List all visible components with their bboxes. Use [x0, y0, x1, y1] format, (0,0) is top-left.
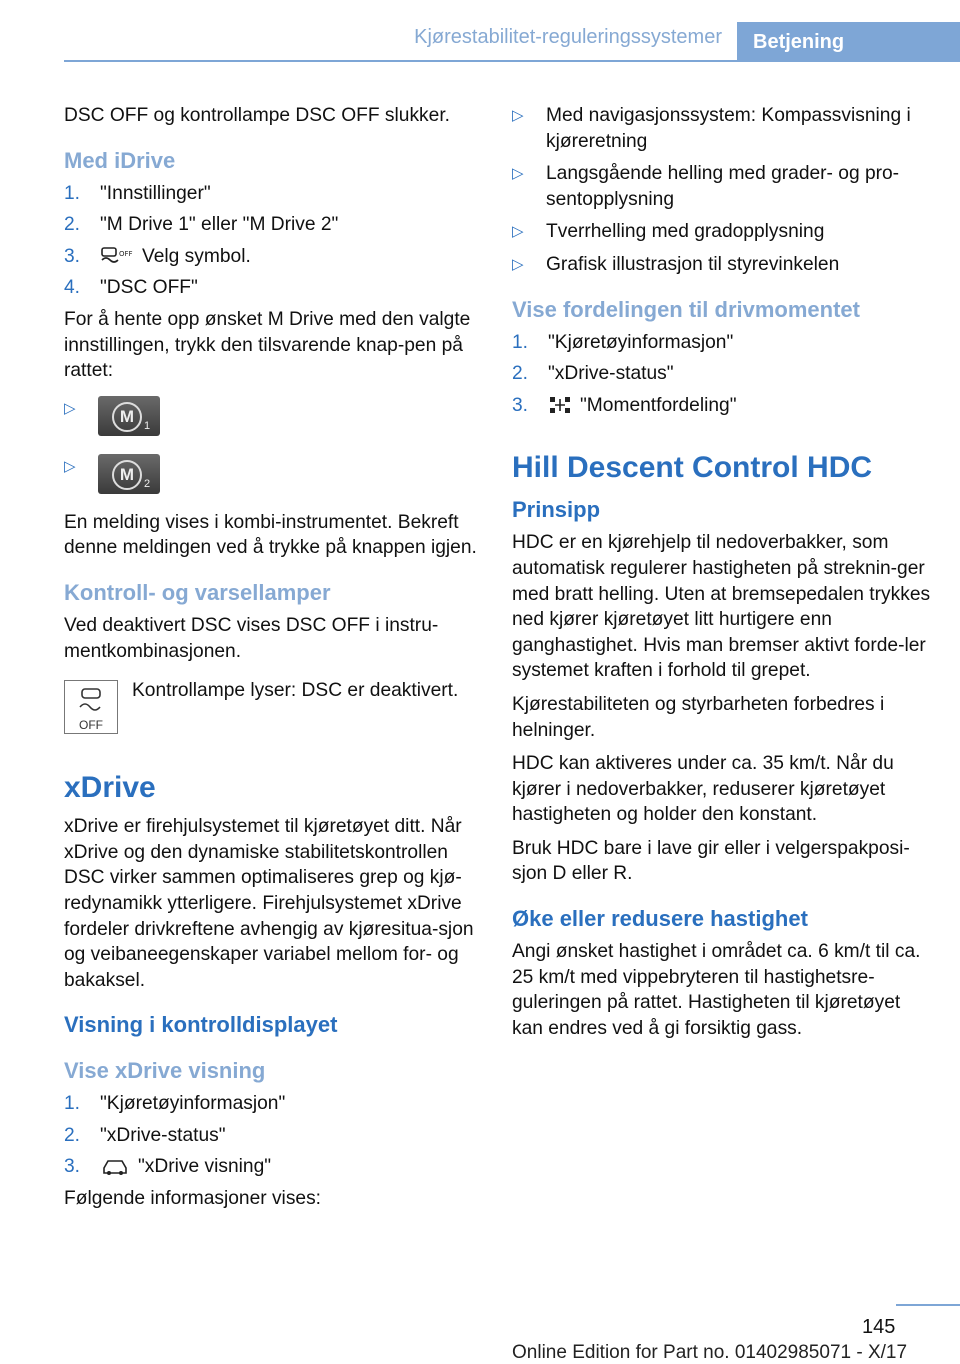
principle-paragraph-2: Kjørestabiliteten og styrbarheten forbedres i helninger. — [512, 693, 885, 741]
page-number: 145 — [862, 1316, 896, 1338]
list-item: 1. "Kjøretøyinformasjon" — [64, 1093, 286, 1115]
list-item: 1. "Kjøretøyinformasjon" — [512, 331, 734, 353]
torque-heading: Vise fordelingen til drivmomentet — [512, 296, 860, 322]
speed-heading: Øke eller redusere hastighet — [512, 906, 808, 932]
list-item: ▷ Med navigasjonssystem: Kompassvisning i kjøreretning — [512, 105, 911, 152]
torque-distribution-icon — [548, 395, 572, 415]
right-column — [512, 103, 932, 1049]
list-item: 3. "xDrive visning" — [64, 1156, 272, 1178]
list-item: ▷ Langsgående helling med grader- og pro-sentopplysning — [512, 163, 900, 210]
display-heading: Visning i kontrolldisplayet — [64, 1012, 338, 1038]
xdrive-view-heading: Vise xDrive visning — [64, 1058, 266, 1084]
xdrive-car-icon — [100, 1156, 130, 1176]
intro-text: DSC OFF og kontrollampe DSC OFF slukker. — [64, 105, 450, 126]
svg-text:OFF: OFF — [119, 249, 133, 258]
header-chapter-tab: Betjening — [737, 22, 960, 62]
speed-text: Angi ønsket hastighet i området ca. 6 km/t til ca. 25 km/t med vippebryteren til hastighetsre-guleringen på rattet. Hastigheten til kjøretøyet kan endres ved å gi forsiktig gass. — [512, 941, 921, 1039]
idrive-heading: Med iDrive — [64, 147, 176, 173]
xdrive-heading: xDrive — [64, 771, 156, 805]
list-item: 4. "DSC OFF" — [64, 277, 198, 299]
mdrive-text: For å hente opp ønsket M Drive med den valgte innstillingen, trykk den tilsvarende knap-pen på rattet: — [64, 308, 471, 382]
xdrive-text: xDrive er firehjulsystemet til kjøretøyet ditt. Når xDrive og den dynamiske stabilitetskontrollen DSC virker sammen optimaliseres grep og kjø-redynamikk ytterligere. Firehjulsystemet xDrive fordeler drivkreftene avhengig av kjøresitua-sjon og veibaneegenskaper variabel mellom for- og bakaksel. — [64, 816, 474, 991]
footer-rule — [896, 1304, 960, 1306]
torque-steps — [512, 330, 932, 419]
dsc-off-lamp-icon: OFF — [64, 680, 118, 734]
list-item: 3. OFF Velg symbol. — [64, 245, 251, 267]
dsc-off-icon — [100, 246, 134, 266]
indicator-lamp-row — [64, 678, 484, 738]
left-column — [64, 103, 484, 1220]
list-item: ▷ Grafisk illustrasjon til styrevinkelen — [512, 253, 840, 275]
list-item: 3. "Momentfordeling" — [512, 394, 737, 416]
list-item: ▷ Tverrhelling med gradopplysning — [512, 221, 825, 243]
lamps-heading: Kontroll- og varsellamper — [64, 579, 331, 605]
header-rule — [64, 60, 737, 62]
lamp-caption: Kontrollampe lyser: DSC er deaktivert. — [132, 680, 459, 702]
principle-paragraph-3: HDC kan aktiveres under ca. 35 km/t. Når du kjører i nedoverbakker, reduserer kjøretøyet hastigheten og holder den konstant. — [512, 753, 894, 826]
mdrive-button-list — [64, 396, 484, 498]
m-drive-1-button-icon: M 1 — [98, 396, 160, 436]
principle-paragraph-1: HDC er en kjørehjelp til nedoverbakker, som automatisk regulerer hastigheten på streknin-ger med bratt helling. Uten at bremsepedalen trykkes ned kjører kjøretøyet litt hurtigere enn ganghastighet. Hvis man bremser aktivt forde-ler systemet kraften i forhold til grepet. — [512, 532, 931, 682]
list-item: ▷ M 1 — [64, 396, 484, 440]
info-bullets — [512, 103, 932, 278]
principle-paragraph-4: Bruk HDC bare i lave gir eller i velgerspakposi-sjon D eller R. — [512, 837, 910, 885]
list-item: 2. "M Drive 1" eller "M Drive 2" — [64, 214, 339, 236]
header-section-title: Kjørestabilitet-reguleringssystemer — [414, 26, 722, 48]
list-item: ▷ M 2 — [64, 454, 484, 498]
list-item: 1. "Innstillinger" — [64, 182, 211, 204]
hdc-heading: Hill Descent Control HDC — [512, 451, 873, 485]
page-header — [0, 0, 960, 62]
footer-edition: Online Edition for Part no. 01402985071 - X/17 — [512, 1342, 908, 1363]
xdrive-view-steps — [64, 1091, 484, 1180]
lamps-text: Ved deaktivert DSC vises DSC OFF i instru-mentkombinasjonen. — [64, 614, 439, 662]
idrive-steps — [64, 181, 484, 301]
following-text: Følgende informasjoner vises: — [64, 1188, 322, 1210]
list-item: 2. "xDrive-status" — [64, 1124, 226, 1146]
principle-heading: Prinsipp — [512, 497, 601, 523]
confirm-text: En melding vises i kombi-instrumentet. Bekreft denne meldingen ved å trykke på knappen igjen. — [64, 511, 477, 559]
m-drive-2-button-icon: M 2 — [98, 454, 160, 494]
list-item: 2. "xDrive-status" — [512, 363, 674, 385]
